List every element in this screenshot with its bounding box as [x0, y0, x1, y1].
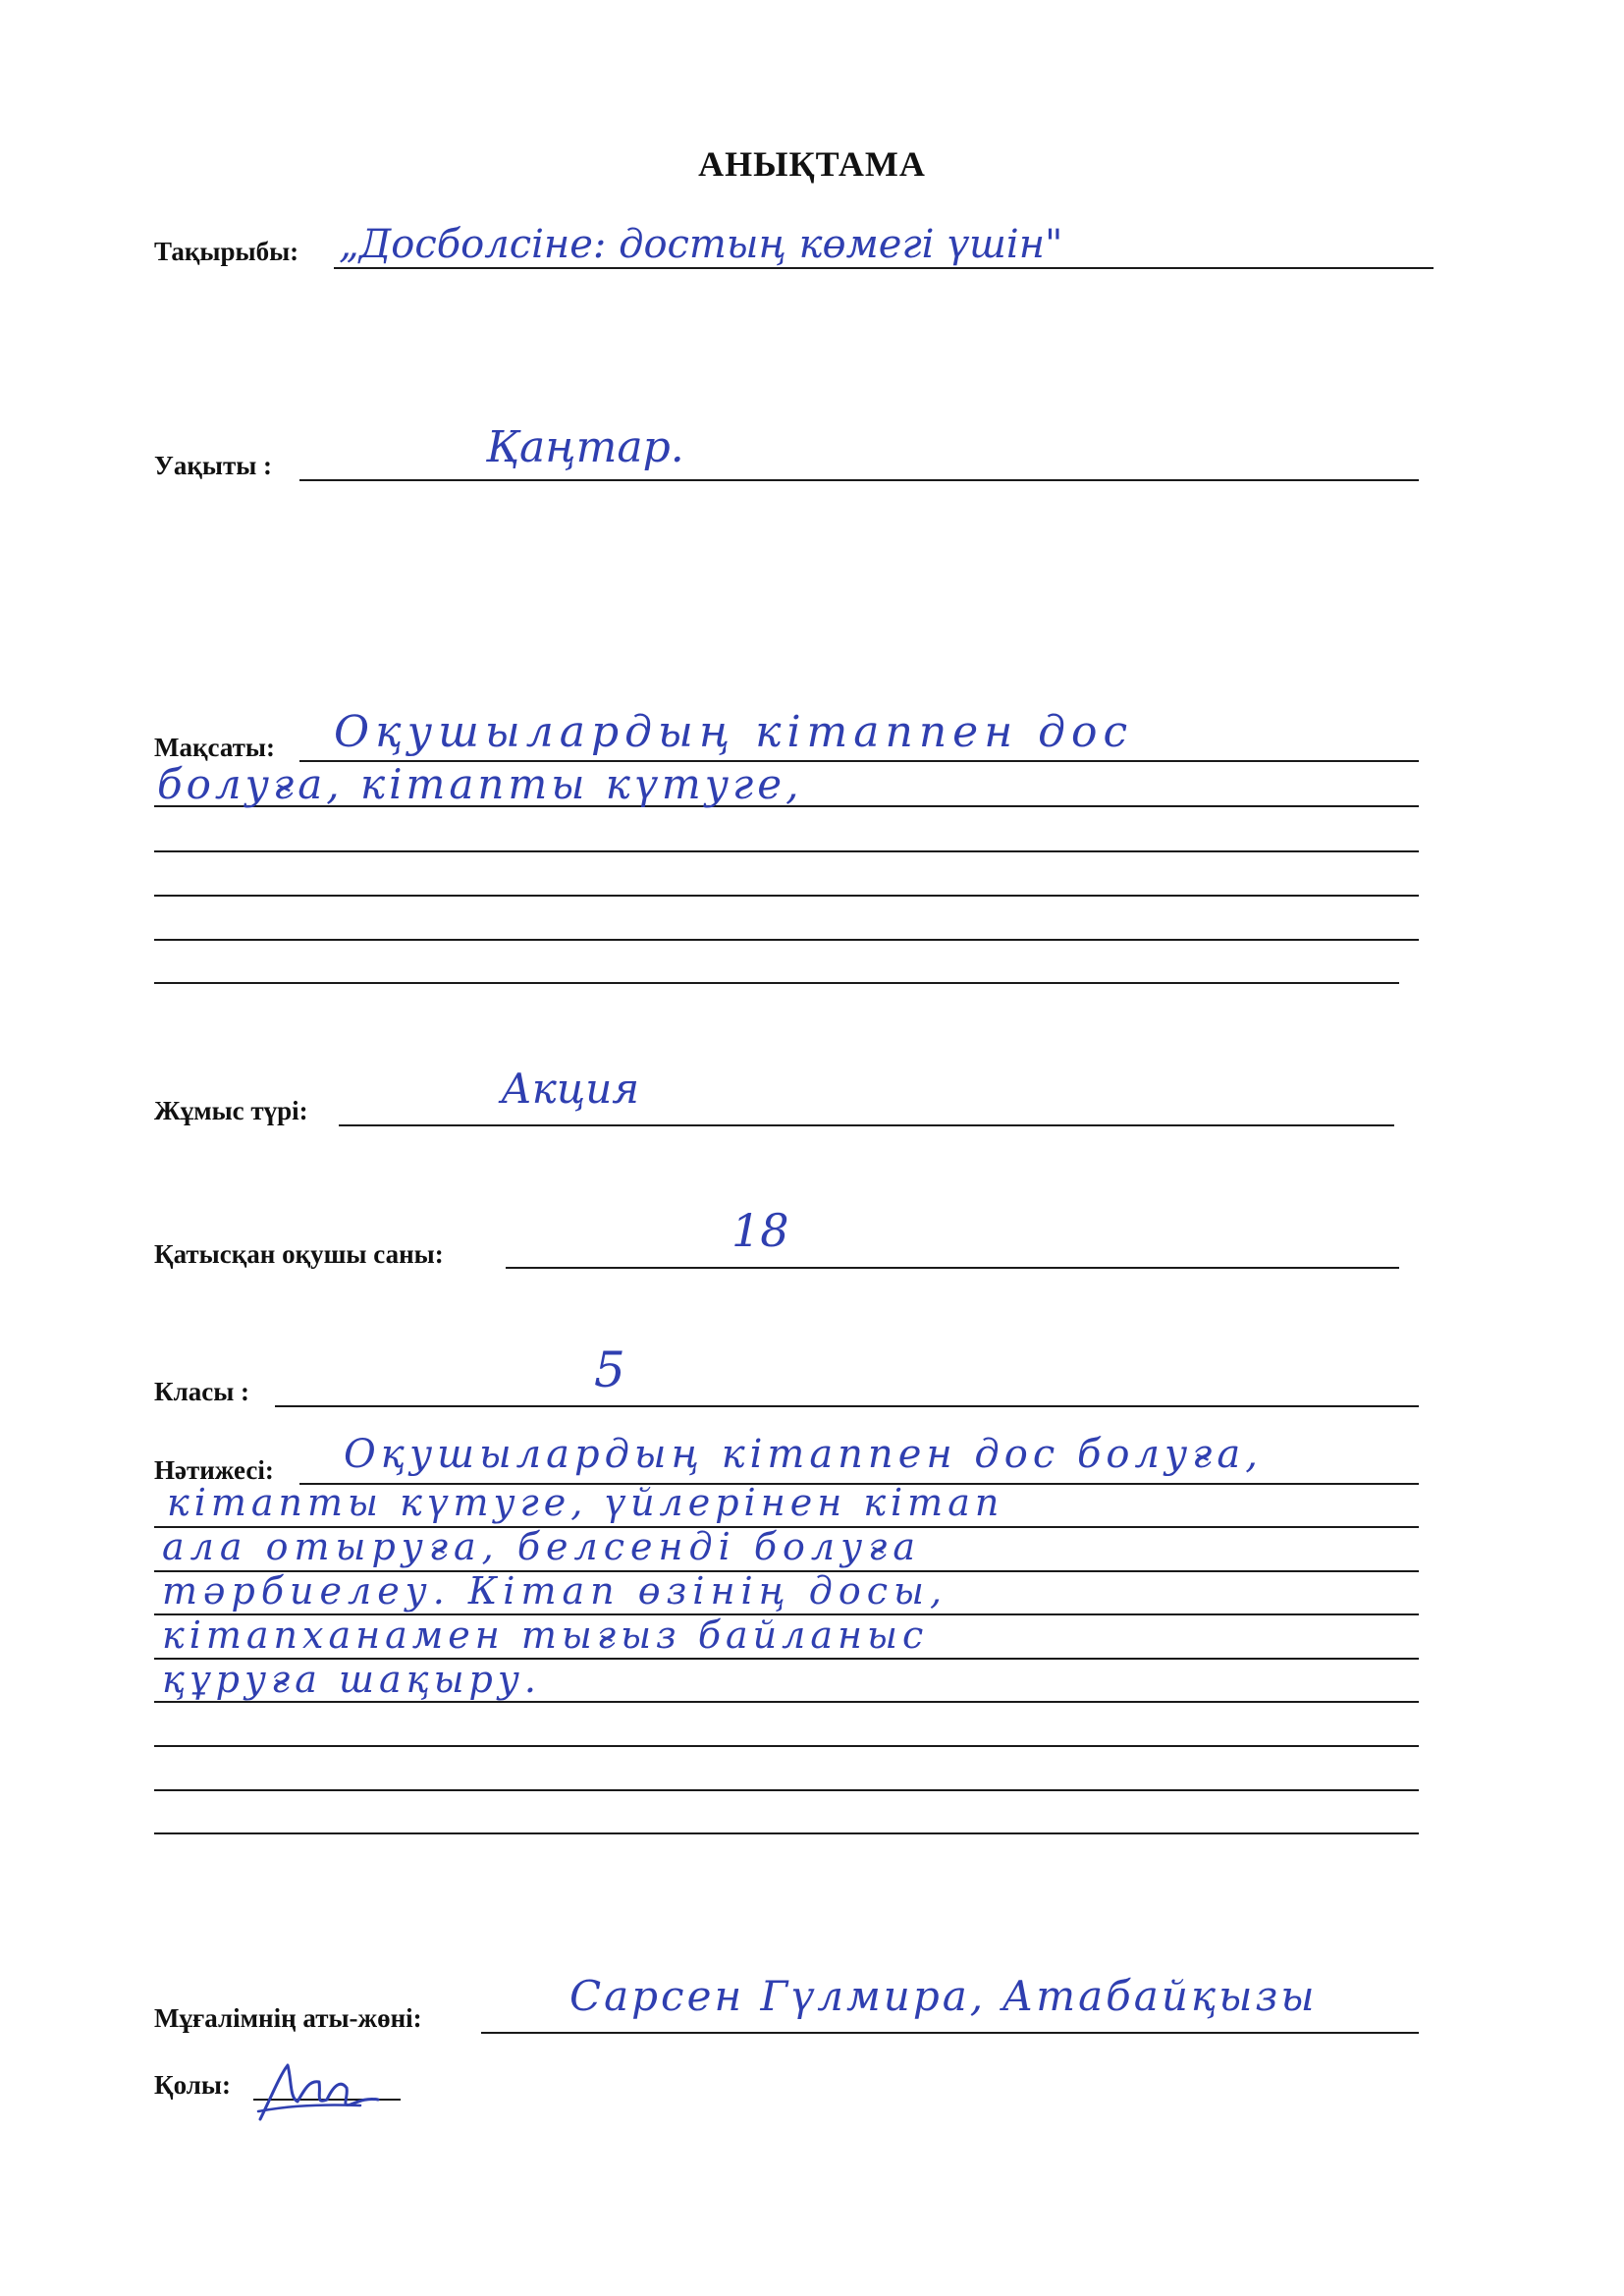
form-title: АНЫҚТАМА: [698, 144, 926, 184]
time-label: Уақыты :: [154, 451, 273, 480]
result-text-line-5: кітапханамен тығыз байланыс: [162, 1613, 929, 1657]
result-line-7: [154, 1745, 1419, 1747]
goal-line-3: [154, 850, 1419, 852]
result-line-8: [154, 1789, 1419, 1791]
signature-mark: [250, 2050, 407, 2129]
result-text-line-6: құруға шақыру.: [162, 1658, 541, 1701]
result-text-line-3: ала отыруға, белсенді болуға: [162, 1525, 921, 1568]
goal-text-line-1: Оқушылардың кітаппен дос: [334, 707, 1134, 757]
result-text-line-2: кітапты күтуге, үйлерінен кітап: [167, 1481, 1004, 1524]
goal-line-4: [154, 895, 1419, 897]
participants-label: Қатысқан оқушы саны:: [154, 1239, 444, 1269]
result-line-6: [154, 1701, 1419, 1703]
goal-line-6: [154, 982, 1399, 984]
grade-line: [275, 1405, 1419, 1407]
goal-text-line-2: болуға, кітапты күтуге,: [157, 760, 803, 808]
topic-line: [334, 267, 1434, 269]
topic-value: „Досболсіне: достың көмегі үшін": [339, 222, 1063, 267]
teacher-line: [481, 2032, 1419, 2034]
result-label: Нәтижесі:: [154, 1455, 274, 1485]
participants-value: 18: [731, 1204, 789, 1257]
result-text-line-4: тәрбиелеу. Кітап өзінің досы,: [162, 1569, 948, 1613]
teacher-value: Сарсен Гүлмира, Атабайқызы: [569, 1972, 1318, 2020]
grade-label: Класы :: [154, 1377, 250, 1406]
topic-label: Тақырыбы:: [154, 237, 299, 266]
participants-line: [506, 1267, 1399, 1269]
teacher-label: Мұғалімнің аты-жөні:: [154, 2003, 422, 2033]
time-line: [299, 479, 1419, 481]
work-type-value: Акция: [501, 1065, 640, 1113]
goal-label: Мақсаты:: [154, 733, 275, 762]
time-value: Қаңтар.: [486, 422, 684, 472]
work-type-label: Жұмыс түрі:: [154, 1096, 308, 1125]
work-type-line: [339, 1124, 1394, 1126]
grade-value: 5: [594, 1341, 625, 1398]
result-text-line-1: Оқушылардың кітаппен дос болуға,: [344, 1432, 1263, 1477]
signature-label: Қолы:: [154, 2070, 231, 2100]
result-line-9: [154, 1832, 1419, 1834]
goal-line-5: [154, 939, 1419, 941]
